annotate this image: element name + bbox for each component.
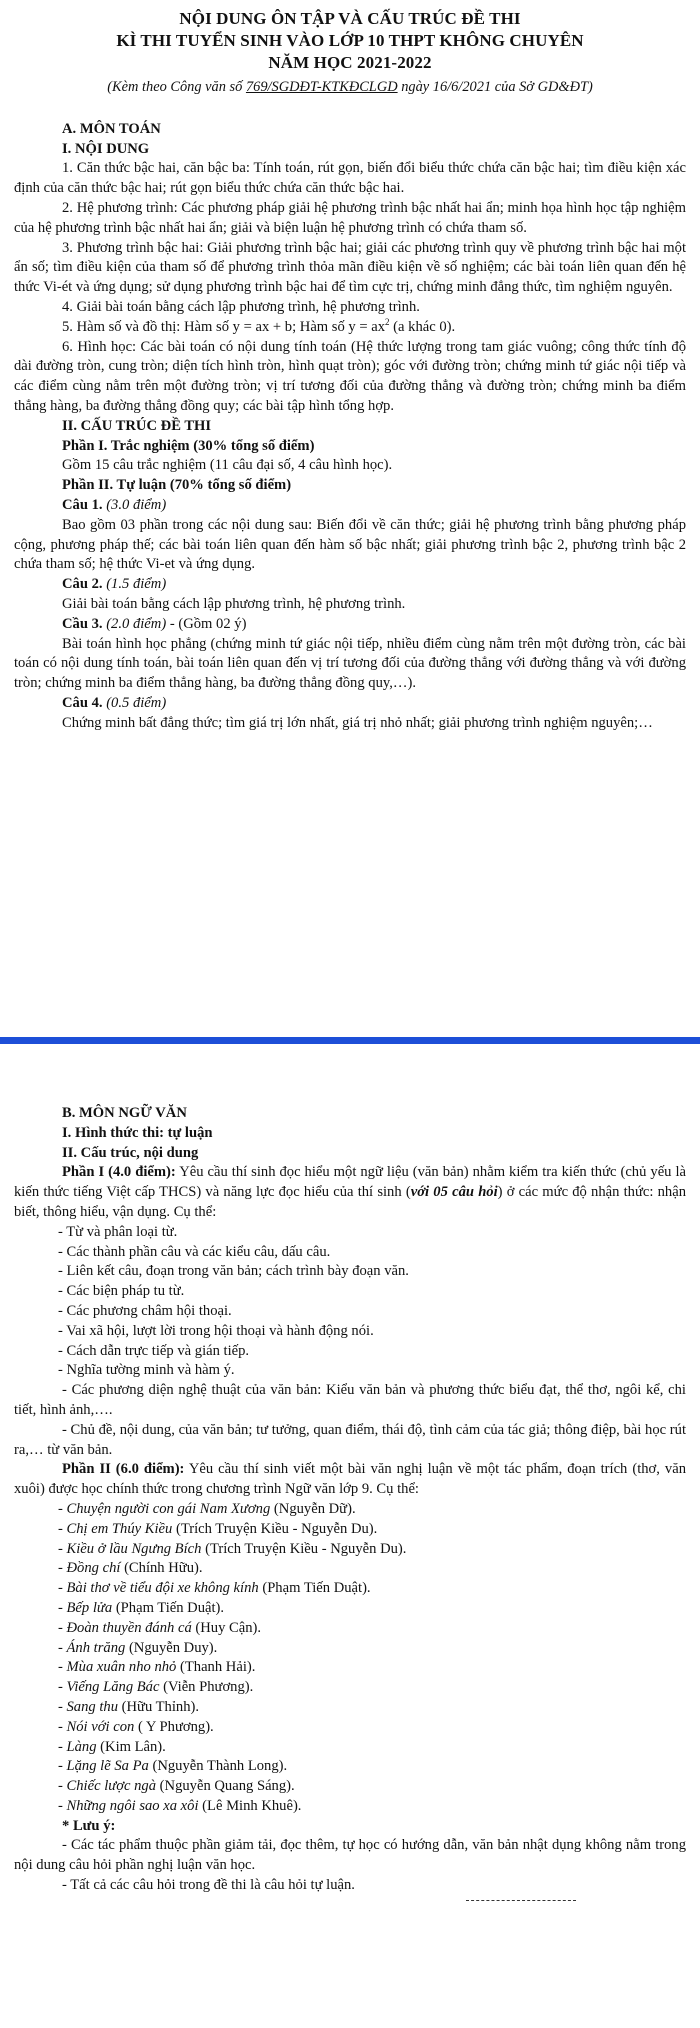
section-divider [0, 1037, 700, 1044]
note-item-1: - Các tác phẩm thuộc phần giảm tải, đọc thêm, tự học có hướng dẫn, văn bản nhật dụng không nằm trong nội dung câu hỏi phần nghị luận văn học. [14, 1837, 686, 1874]
math-item-5: 5. Hàm số và đồ thị: Hàm số y = ax + b; Hàm số $y = ax^2$ (a khác 0). [62, 316, 456, 335]
list-item: - Những ngôi sao xa xôi (Lê Minh Khuê). [58, 1797, 302, 1814]
math-item-1: 1. Căn thức bậc hai, căn bậc ba: Tính toán, rút gọn, biến đổi biểu thức chứa căn bậc hai; tìm điều kiện xác định của căn thức bậc hai; rút gọn biểu thức chứa căn thức bậc hai. [14, 160, 686, 197]
note-title: * Lưu ý: [62, 1817, 116, 1834]
math-cau1-text: Bao gồm 03 phần trong các nội dung sau: Biến đổi về căn thức; giải hệ phương trình bằng phương pháp cộng, phương pháp thế; các bài toán liên quan đến hàm số bậc nhất; giải phương trình bậc 2, phương trình bậc 2 chứa tham số; hệ thức Vi-et và ứng dụng. [14, 516, 686, 573]
list-item: - Ánh trăng (Nguyễn Duy). [58, 1639, 218, 1656]
doc-reference-number: 769/SGDĐT-KTKĐCLGD [245, 79, 398, 95]
note-item-2: - Tất cả các câu hỏi trong đề thi là câu hỏi tự luận. [62, 1877, 355, 1894]
list-item: - Từ và phân loại từ. [58, 1223, 178, 1240]
doc-title-line-1: NỘI DUNG ÔN TẬP VÀ CẤU TRÚC ĐỀ THI [179, 9, 521, 28]
list-item: - Các thành phần câu và các kiểu câu, dấu câu. [58, 1243, 331, 1260]
math-phan1-title: Phần I. Trắc nghiệm (30% tổng số điểm) [62, 437, 315, 454]
math-cau3-text: Bài toán hình học phẳng (chứng minh tứ giác nội tiếp, nhiều điểm cùng nằm trên một đường tròn, các bài toán có nội dung tính toán, bài toán liên quan đến vị trí tương đối của đường thẳng với đường thẳng và với đường tròn; chứng minh ba điểm thẳng hàng, ba đường thẳng đồng quy,…). [14, 635, 686, 692]
math-item-2: 2. Hệ phương trình: Các phương pháp giải hệ phương trình bậc nhất hai ẩn; minh họa hình học tập nghiệm của hệ phương trình bậc nhất hai ẩn; giải và biện luận hệ phương trình có chứa tham số. [14, 199, 686, 236]
list-item: - Bếp lửa (Phạm Tiến Duật). [58, 1599, 225, 1616]
math-cau4-heading: Câu 4. (0.5 điểm) [62, 694, 167, 711]
list-item: - Bài thơ về tiểu đội xe không kính (Phạm Tiến Duật). [58, 1580, 371, 1597]
literature-phan1-text: Phần I (4.0 điểm): Yêu cầu thí sinh đọc hiểu một ngữ liệu (văn bản) nhằm kiểm tra kiến thức (chủ yếu là kiến thức tiếng Việt cấp THCS) và năng lực đọc hiểu của thí sinh (với 05 câu hỏi) ở các mức độ nhận thức: nhận biết, thông hiểu, vận dụng. Cụ thể: [14, 1164, 686, 1220]
math-cau2-text: Giải bài toán bằng cách lập phương trình, hệ phương trình. [62, 595, 406, 612]
list-item: - Các biện pháp tu từ. [58, 1283, 185, 1300]
math-item-4: 4. Giải bài toán bằng cách lập phương trình, hệ phương trình. [62, 298, 420, 315]
doc-title-line-3: NĂM HỌC 2021-2022 [268, 53, 432, 72]
literature-phan2-text: Phần II (6.0 điểm): Yêu cầu thí sinh viết một bài văn nghị luận về một tác phẩm, đoạn trích (thơ, văn xuôi) được học chính thức trong chương trình Ngữ văn lớp 9. Cụ thể: [14, 1461, 686, 1498]
list-item: - Làng (Kim Lân). [58, 1738, 166, 1755]
list-item: - Chuyện người con gái Nam Xương (Nguyễn Dữ). [58, 1500, 356, 1517]
list-item: - Lặng lẽ Sa Pa (Nguyễn Thành Long). [58, 1758, 288, 1775]
list-item: - Đồng chí (Chính Hữu). [58, 1560, 203, 1577]
list-item: - Cách dẫn trực tiếp và gián tiếp. [58, 1342, 250, 1359]
math-item-3: 3. Phương trình bậc hai: Giải phương trình bậc hai; giải các phương trình quy về phương trình bậc hai một ẩn số; tìm điều kiện của tham số để phương trình thỏa mãn điều kiện về số nghiệm; các bài toán liên quan đến hệ thức Vi-ét và ứng dụng; sử dụng phương trình bậc hai để tìm cực trị, chứng minh đẳng thức, tìm nghiệm nguyên. [14, 239, 686, 296]
list-item: - Đoàn thuyền đánh cá (Huy Cận). [58, 1619, 262, 1636]
literature-part2-title: II. Cấu trúc, nội dung [62, 1144, 199, 1161]
list-item: - Nói với con ( Y Phương). [58, 1718, 214, 1735]
list-item: - Chị em Thúy Kiều (Trích Truyện Kiều - Nguyễn Du). [58, 1520, 378, 1537]
literature-section [14, 1104, 686, 1901]
list-item: - Các phương châm hội thoại. [58, 1302, 232, 1319]
literature-part1-title: I. Hình thức thi: tự luận [62, 1124, 213, 1141]
doc-title-line-2: KÌ THI TUYỂN SINH VÀO LỚP 10 THPT KHÔNG CHUYÊN [116, 31, 584, 50]
math-cau4-text: Chứng minh bất đẳng thức; tìm giá trị lớn nhất, giá trị nhỏ nhất; giải phương trình nghiệm nguyên;… [62, 714, 653, 731]
list-item: - Vai xã hội, lượt lời trong hội thoại và hành động nói. [58, 1322, 374, 1339]
end-rule [466, 1900, 576, 1901]
math-phan2-title: Phần II. Tự luận (70% tổng số điểm) [62, 477, 292, 494]
list-item: - Chiếc lược ngà (Nguyễn Quang Sáng). [58, 1778, 295, 1795]
math-title: A. MÔN TOÁN [62, 120, 161, 137]
literature-title: B. MÔN NGỮ VĂN [62, 1105, 187, 1121]
list-item: - Sang thu (Hữu Thỉnh). [58, 1698, 200, 1715]
works-list [14, 1500, 686, 1817]
math-phan1-text: Gồm 15 câu trắc nghiệm (11 câu đại số, 4 câu hình học). [62, 457, 393, 474]
list-item: - Kiều ở lầu Ngưng Bích (Trích Truyện Kiều - Nguyễn Du). [58, 1540, 407, 1557]
math-part1-title: I. NỘI DUNG [62, 140, 150, 157]
list-item: - Mùa xuân nho nhỏ (Thanh Hải). [58, 1659, 256, 1676]
list-item: - Liên kết câu, đoạn trong văn bản; cách trình bày đoạn văn. [58, 1263, 409, 1280]
math-cau2-heading: Câu 2. (1.5 điểm) [62, 576, 167, 593]
knowledge-list [14, 1223, 686, 1381]
knowledge-item-art: - Các phương diện nghệ thuật của văn bản: Kiểu văn bản và phương thức biểu đạt, thể thơ, ngôi kể, chi tiết, hình ảnh,…. [14, 1382, 686, 1418]
math-part2-title: II. CẤU TRÚC ĐỀ THI [62, 417, 212, 434]
doc-reference-note: (Kèm theo Công văn số 769/SGDĐT-KTKĐCLGD ngày 16/6/2021 của Sở GD&ĐT) [107, 79, 593, 95]
math-section [14, 8, 686, 734]
knowledge-item-theme: - Chủ đề, nội dung, của văn bản; tư tưởng, quan điểm, thái độ, tình cảm của tác giả; thông điệp, bài học rút ra,… từ văn bản. [14, 1421, 686, 1458]
math-cau3-heading: Cầu 3. (2.0 điểm) - (Gồm 02 ý) [62, 615, 247, 632]
list-item: - Viếng Lăng Bác (Viễn Phương). [58, 1679, 254, 1696]
math-item-6: 6. Hình học: Các bài toán có nội dung tính toán (Hệ thức lượng trong tam giác vuông; công thức tính độ dài đường tròn, cung tròn; diện tích hình tròn, hình quạt tròn); góc với đường tròn; chứng minh tứ giác nội tiếp và các điểm cùng nằm trên một đường tròn; vị trí tương đối của đường thẳng và đường tròn; chứng minh ba điểm thẳng hàng, ba đường thẳng đồng quy; các bài tập hình tổng hợp. [14, 338, 686, 414]
list-item: - Nghĩa tường minh và hàm ý. [58, 1362, 235, 1379]
math-cau1-heading: Câu 1. (3.0 điểm) [62, 496, 167, 513]
